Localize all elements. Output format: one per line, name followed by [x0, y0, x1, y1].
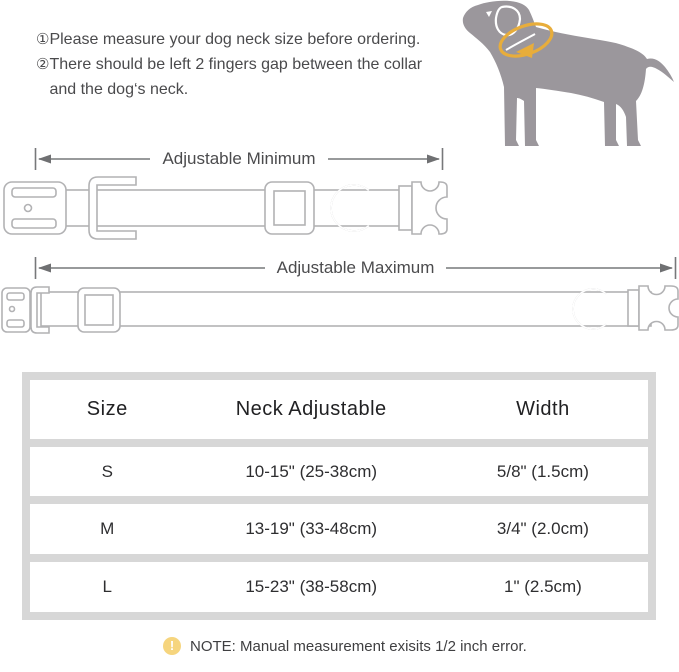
- dog-silhouette: [463, 1, 674, 146]
- instruction-2: [36, 52, 456, 102]
- cell-neck: 13-19" (33-48cm): [245, 519, 378, 539]
- buckle-hole: [25, 205, 32, 212]
- collar-maximum-diagram: [1, 276, 679, 340]
- column-header-neck-adjustable: Neck Adjustable: [235, 397, 387, 420]
- note: [163, 637, 527, 655]
- cell-neck: 10-15" (25-38cm): [245, 461, 378, 481]
- column-header-width: Width: [516, 397, 570, 420]
- note-text: NOTE: Manual measurement exisits 1/2 inch error.: [190, 637, 527, 655]
- buckle-slot: [12, 219, 56, 228]
- dog-illustration: [458, 0, 679, 156]
- adjustable-minimum-label: Adjustable Minimum: [150, 149, 327, 169]
- cell-width: 5/8" (1.5cm): [496, 461, 589, 481]
- cell-width: 3/4" (2.0cm): [496, 519, 589, 539]
- cell-size: M: [100, 519, 115, 539]
- table-row-m: [30, 504, 648, 554]
- column-header-size: Size: [86, 397, 128, 420]
- adjustable-minimum-label-wrap: [34, 146, 444, 172]
- dog-ear: [496, 7, 520, 36]
- buckle-male-icon: [412, 182, 447, 234]
- adjustable-maximum-label: Adjustable Maximum: [265, 258, 447, 278]
- buckle-slot: [7, 293, 24, 300]
- instruction-1-text: Please measure your dog neck size before ordering.: [49, 31, 421, 48]
- buckle-slot: [7, 320, 24, 327]
- instruction-1: [36, 27, 456, 52]
- size-table: [22, 372, 656, 620]
- triglide-slider-inner: [274, 191, 305, 225]
- cell-size: L: [102, 577, 112, 597]
- buckle-male-neck: [628, 290, 639, 326]
- size-table-header-row: [30, 380, 648, 439]
- triglide-slider-inner: [85, 295, 113, 325]
- table-row-s: [30, 447, 648, 497]
- buckle-slot: [12, 188, 56, 197]
- cell-width: 1" (2.5cm): [504, 577, 582, 597]
- instructions: [36, 27, 456, 102]
- buckle-male-neck: [399, 186, 412, 230]
- collar-strap: [62, 190, 407, 226]
- cell-size: S: [101, 461, 113, 481]
- buckle-male-icon: [639, 286, 678, 330]
- circled-number-2: ②: [36, 56, 50, 73]
- cell-neck: 15-23" (38-58cm): [245, 577, 378, 597]
- instruction-2-text: There should be left 2 fingers gap between the collar and the dog‘s neck.: [49, 56, 423, 98]
- collar-minimum-diagram: [2, 176, 450, 240]
- table-row-l: [30, 562, 648, 612]
- circled-number-1: ①: [36, 31, 50, 48]
- collar-strap: [41, 292, 651, 326]
- buckle-hole: [10, 307, 15, 312]
- adjustable-minimum-dimension: [34, 146, 444, 172]
- exclamation-icon: !: [163, 637, 181, 655]
